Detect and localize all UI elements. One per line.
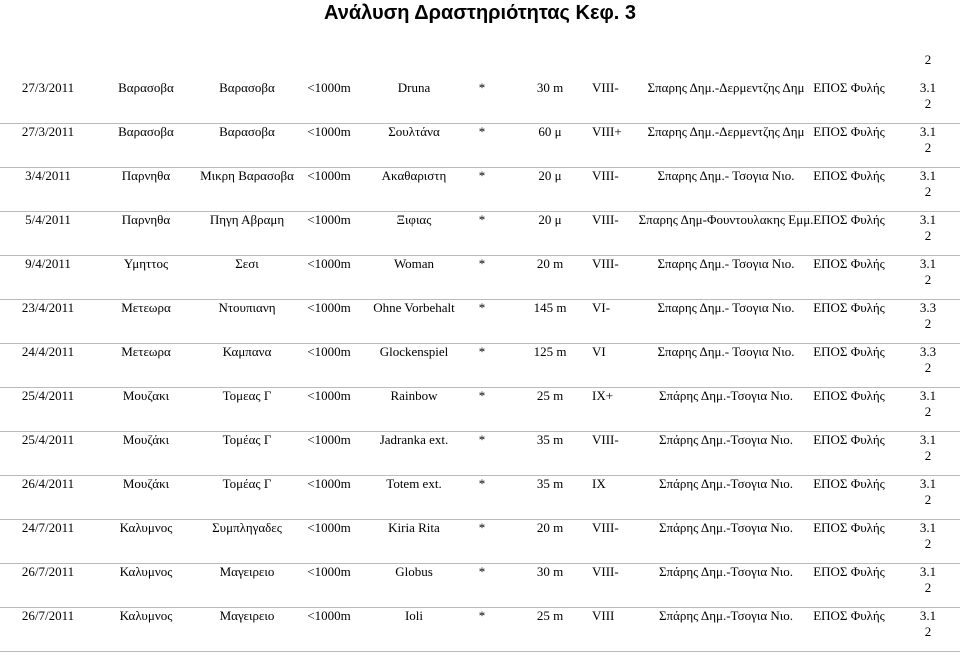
region-cell: Μουζάκι bbox=[122, 476, 170, 491]
region-cell: Καλυμνος bbox=[119, 520, 173, 535]
altitude-cell: <1000m bbox=[307, 432, 351, 447]
length-cell: 30 m bbox=[536, 564, 564, 579]
table-row bbox=[0, 256, 960, 300]
date-cell: 27/3/2011 bbox=[21, 124, 75, 139]
star-cell: * bbox=[478, 388, 486, 403]
star-cell: * bbox=[478, 344, 486, 359]
star-cell: * bbox=[478, 212, 486, 227]
crag-cell: Τομέας Γ bbox=[222, 432, 272, 447]
table-row bbox=[0, 300, 960, 344]
partner-cell: Σπάρης Δημ.-Τσογια Νιο. bbox=[658, 388, 794, 403]
route-cell: Globus bbox=[395, 564, 433, 579]
code-cell: 3.1 2 bbox=[919, 388, 937, 419]
length-cell: 20 μ bbox=[538, 168, 562, 183]
org-cell: ΕΠΟΣ Φυλής bbox=[813, 80, 885, 95]
table-row bbox=[0, 432, 960, 476]
route-cell: Kiria Rita bbox=[388, 520, 440, 535]
crag-cell: Συμπληγαδες bbox=[212, 520, 282, 535]
date-cell: 27/3/2011 bbox=[21, 80, 75, 95]
region-cell: Καλυμνος bbox=[119, 608, 173, 623]
grade-cell: VIII- bbox=[592, 80, 619, 95]
region-cell: Υμηττος bbox=[123, 256, 169, 271]
star-cell: * bbox=[478, 564, 486, 579]
altitude-cell: <1000m bbox=[307, 168, 351, 183]
altitude-cell: <1000m bbox=[307, 344, 351, 359]
grade-cell: VIII- bbox=[592, 564, 619, 579]
length-cell: 30 m bbox=[536, 80, 564, 95]
length-cell: 20 μ bbox=[538, 212, 562, 227]
crag-cell: Σεσι bbox=[235, 256, 259, 271]
grade-cell: IX bbox=[592, 476, 606, 491]
org-cell: ΕΠΟΣ Φυλής bbox=[813, 432, 885, 447]
star-cell: * bbox=[478, 168, 486, 183]
crag-cell: Μικρη Βαρασοβα bbox=[200, 168, 294, 183]
partner-cell: Σπάρης Δημ.-Τσογια Νιο. bbox=[658, 608, 794, 623]
table-row bbox=[0, 168, 960, 212]
crag-cell: Πηγη Αβραμη bbox=[209, 212, 285, 227]
region-cell: Μετεωρα bbox=[121, 344, 171, 359]
region-cell: Παρνηθα bbox=[121, 212, 171, 227]
grade-cell: VIII- bbox=[592, 432, 619, 447]
star-cell: * bbox=[478, 80, 486, 95]
org-cell: ΕΠΟΣ Φυλής bbox=[813, 608, 885, 623]
date-cell: 5/4/2011 bbox=[25, 212, 71, 227]
region-cell: Βαρασοβα bbox=[118, 80, 174, 95]
code-cell: 3.1 2 bbox=[919, 476, 937, 507]
length-cell: 125 m bbox=[533, 344, 567, 359]
altitude-cell: <1000m bbox=[307, 124, 351, 139]
table-row bbox=[0, 344, 960, 388]
partner-cell: Σπάρης Δημ.-Τσογια Νιο. bbox=[658, 432, 794, 447]
altitude-cell: <1000m bbox=[307, 608, 351, 623]
altitude-cell: <1000m bbox=[307, 300, 351, 315]
star-cell: * bbox=[478, 432, 486, 447]
region-cell: Μετεωρα bbox=[121, 300, 171, 315]
table-row bbox=[0, 124, 960, 168]
date-cell: 25/4/2011 bbox=[21, 432, 75, 447]
table-row bbox=[0, 520, 960, 564]
length-cell: 20 m bbox=[536, 256, 564, 271]
altitude-cell: <1000m bbox=[307, 388, 351, 403]
grade-cell: VIII- bbox=[592, 520, 619, 535]
org-cell: ΕΠΟΣ Φυλής bbox=[813, 212, 885, 227]
partner-cell: Σπάρης Δημ.-Τσογια Νιο. bbox=[658, 520, 794, 535]
route-cell: Ohne Vorbehalt bbox=[373, 300, 455, 315]
partner-cell: Σπαρης Δημ.- Τσογια Νιο. bbox=[657, 300, 795, 315]
page-number: 2 bbox=[924, 52, 932, 67]
route-cell: Σουλτάνα bbox=[388, 124, 440, 139]
grade-cell: VI- bbox=[592, 300, 611, 315]
length-cell: 20 m bbox=[536, 520, 564, 535]
org-cell: ΕΠΟΣ Φυλής bbox=[813, 520, 885, 535]
code-cell: 3.3 2 bbox=[919, 344, 937, 375]
crag-cell: Ντουπιανη bbox=[218, 300, 276, 315]
altitude-cell: <1000m bbox=[307, 212, 351, 227]
length-cell: 60 μ bbox=[538, 124, 562, 139]
code-cell: 3.1 2 bbox=[919, 564, 937, 595]
date-cell: 24/4/2011 bbox=[21, 344, 75, 359]
grade-cell: VIII bbox=[592, 608, 615, 623]
region-cell: Βαρασοβα bbox=[118, 124, 174, 139]
date-cell: 9/4/2011 bbox=[25, 256, 71, 271]
route-cell: Totem ext. bbox=[386, 476, 442, 491]
table-row bbox=[0, 212, 960, 256]
region-cell: Παρνηθα bbox=[121, 168, 171, 183]
code-cell: 3.1 2 bbox=[919, 124, 937, 155]
partner-cell: Σπαρης Δημ.- Τσογια Νιο. bbox=[657, 344, 795, 359]
date-cell: 24/7/2011 bbox=[21, 520, 75, 535]
route-cell: Ioli bbox=[404, 608, 424, 623]
table-row bbox=[0, 608, 960, 652]
route-cell: Ξιφιας bbox=[396, 212, 432, 227]
date-cell: 26/7/2011 bbox=[21, 608, 75, 623]
altitude-cell: <1000m bbox=[307, 520, 351, 535]
org-cell: ΕΠΟΣ Φυλής bbox=[813, 256, 885, 271]
star-cell: * bbox=[478, 476, 486, 491]
star-cell: * bbox=[478, 300, 486, 315]
region-cell: Καλυμνος bbox=[119, 564, 173, 579]
org-cell: ΕΠΟΣ Φυλής bbox=[813, 124, 885, 139]
crag-cell: Τομέας Γ bbox=[222, 476, 272, 491]
star-cell: * bbox=[478, 608, 486, 623]
code-cell: 3.1 2 bbox=[919, 256, 937, 287]
partner-cell: Σπαρης Δημ.-Δερμεντζης Δημ bbox=[647, 80, 805, 95]
crag-cell: Βαρασοβα bbox=[219, 124, 275, 139]
partner-cell: Σπαρης Δημ.- Τσογια Νιο. bbox=[657, 256, 795, 271]
grade-cell: VI bbox=[592, 344, 606, 359]
org-cell: ΕΠΟΣ Φυλής bbox=[813, 344, 885, 359]
crag-cell: Βαρασοβα bbox=[219, 80, 275, 95]
grade-cell: VIII- bbox=[592, 168, 619, 183]
star-cell: * bbox=[478, 124, 486, 139]
crag-cell: Τομεας Γ bbox=[222, 388, 272, 403]
table-row bbox=[0, 80, 960, 124]
page-title: Ανάλυση Δραστηριότητας Κεφ. 3 bbox=[324, 2, 636, 24]
org-cell: ΕΠΟΣ Φυλής bbox=[813, 564, 885, 579]
route-cell: Ακαθαριστη bbox=[381, 168, 447, 183]
altitude-cell: <1000m bbox=[307, 256, 351, 271]
star-cell: * bbox=[478, 256, 486, 271]
length-cell: 25 m bbox=[536, 388, 564, 403]
altitude-cell: <1000m bbox=[307, 80, 351, 95]
date-cell: 23/4/2011 bbox=[21, 300, 75, 315]
route-cell: Glockenspiel bbox=[379, 344, 449, 359]
region-cell: Μουζακι bbox=[122, 388, 170, 403]
code-cell: 3.1 2 bbox=[919, 168, 937, 199]
length-cell: 145 m bbox=[533, 300, 567, 315]
partner-cell: Σπαρης Δημ-Φουντουλακης Εμμ. bbox=[638, 212, 814, 227]
date-cell: 3/4/2011 bbox=[25, 168, 71, 183]
route-cell: Jadranka ext. bbox=[379, 432, 449, 447]
grade-cell: VIII- bbox=[592, 212, 619, 227]
altitude-cell: <1000m bbox=[307, 564, 351, 579]
star-cell: * bbox=[478, 520, 486, 535]
code-cell: 3.1 2 bbox=[919, 520, 937, 551]
date-cell: 26/7/2011 bbox=[21, 564, 75, 579]
partner-cell: Σπαρης Δημ.-Δερμεντζης Δημ bbox=[647, 124, 805, 139]
altitude-cell: <1000m bbox=[307, 476, 351, 491]
crag-cell: Μαγειρειο bbox=[219, 564, 275, 579]
table-row bbox=[0, 564, 960, 608]
partner-cell: Σπάρης Δημ.-Τσογια Νιο. bbox=[658, 476, 794, 491]
org-cell: ΕΠΟΣ Φυλής bbox=[813, 388, 885, 403]
table-row bbox=[0, 388, 960, 432]
code-cell: 3.1 2 bbox=[919, 80, 937, 111]
partner-cell: Σπαρης Δημ.- Τσογια Νιο. bbox=[657, 168, 795, 183]
code-cell: 3.1 2 bbox=[919, 432, 937, 463]
code-cell: 3.3 2 bbox=[919, 300, 937, 331]
route-cell: Druna bbox=[397, 80, 431, 95]
org-cell: ΕΠΟΣ Φυλής bbox=[813, 476, 885, 491]
route-cell: Woman bbox=[393, 256, 435, 271]
org-cell: ΕΠΟΣ Φυλής bbox=[813, 168, 885, 183]
grade-cell: VIII+ bbox=[592, 124, 622, 139]
table-row bbox=[0, 476, 960, 520]
date-cell: 26/4/2011 bbox=[21, 476, 75, 491]
crag-cell: Καμπανα bbox=[222, 344, 272, 359]
org-cell: ΕΠΟΣ Φυλής bbox=[813, 300, 885, 315]
region-cell: Μουζάκι bbox=[122, 432, 170, 447]
partner-cell: Σπάρης Δημ.-Τσογια Νιο. bbox=[658, 564, 794, 579]
length-cell: 35 m bbox=[536, 432, 564, 447]
grade-cell: IX+ bbox=[592, 388, 614, 403]
route-cell: Rainbow bbox=[390, 388, 438, 403]
length-cell: 35 m bbox=[536, 476, 564, 491]
code-cell: 3.1 2 bbox=[919, 212, 937, 243]
date-cell: 25/4/2011 bbox=[21, 388, 75, 403]
length-cell: 25 m bbox=[536, 608, 564, 623]
code-cell: 3.1 2 bbox=[919, 608, 937, 639]
crag-cell: Μαγειρειο bbox=[219, 608, 275, 623]
grade-cell: VIII- bbox=[592, 256, 619, 271]
